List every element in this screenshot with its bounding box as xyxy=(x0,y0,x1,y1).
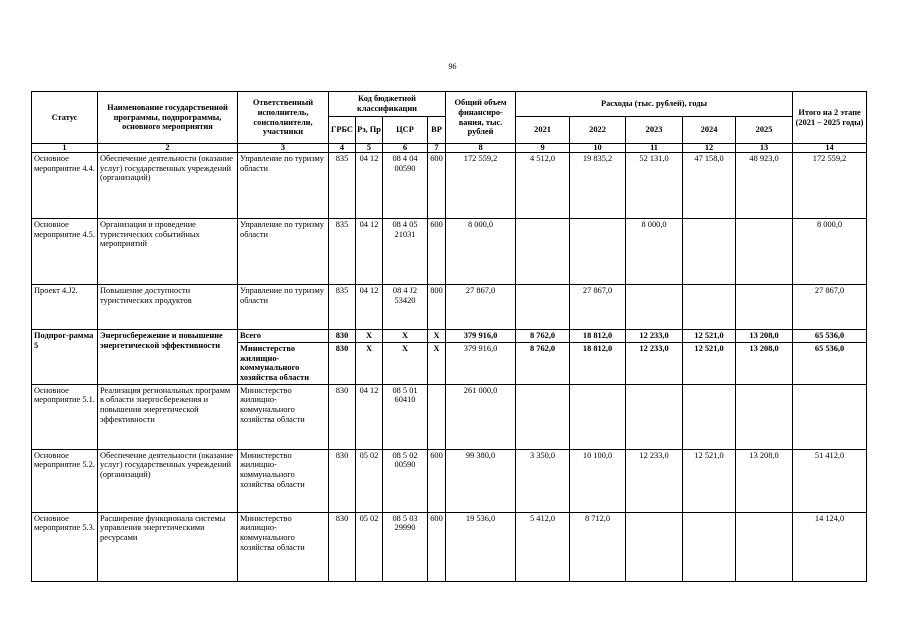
page-number: 96 xyxy=(448,62,457,71)
cell-csr: 08 5 02 00590 xyxy=(383,449,428,512)
column-number: 1 xyxy=(32,144,98,153)
header-year-2022: 2022 xyxy=(570,117,626,144)
cell-rz-pr: 05 02 xyxy=(356,512,383,581)
cell-name: Повышение доступности туристических продуктов xyxy=(98,285,238,330)
header-year-2024: 2024 xyxy=(683,117,736,144)
cell-stage-total: 51 412,0 xyxy=(793,449,867,512)
cell-2022: 18 812,0 xyxy=(570,330,626,343)
cell-vr: 600 xyxy=(428,153,446,219)
header-executor: Ответственный исполнитель, соисполнители, участники xyxy=(238,92,329,144)
cell-csr: X xyxy=(383,330,428,343)
cell-vr: 600 xyxy=(428,512,446,581)
cell-2021: 3 350,0 xyxy=(516,449,570,512)
header-year-2025: 2025 xyxy=(736,117,793,144)
cell-2023: 12 233,0 xyxy=(626,449,683,512)
cell-2025 xyxy=(736,384,793,449)
cell-executor: Управление по туризму области xyxy=(238,219,329,285)
cell-name: Организация и проведение туристических событийных мероприятий xyxy=(98,219,238,285)
table-row xyxy=(32,384,867,449)
cell-executor: Всего xyxy=(238,330,329,343)
cell-total: 99 380,0 xyxy=(446,449,516,512)
cell-2021: 4 512,0 xyxy=(516,153,570,219)
cell-2021 xyxy=(516,219,570,285)
cell-2025: 48 923,0 xyxy=(736,153,793,219)
header-stage-total: Итого на 2 этапе (2021 – 2025 годы) xyxy=(793,92,867,144)
cell-name: Обеспечение деятельности (оказание услуг) государственных учреждений (организаций) xyxy=(98,449,238,512)
cell-rz-pr: 04 12 xyxy=(356,153,383,219)
cell-2022: 8 712,0 xyxy=(570,512,626,581)
cell-2021: 5 412,0 xyxy=(516,512,570,581)
cell-2023: 12 233,0 xyxy=(626,343,683,385)
cell-2023: 52 131,0 xyxy=(626,153,683,219)
cell-grbs: 830 xyxy=(329,343,356,385)
cell-rz-pr: 04 12 xyxy=(356,384,383,449)
budget-table xyxy=(31,91,867,582)
cell-2025 xyxy=(736,285,793,330)
column-number: 10 xyxy=(570,144,626,153)
cell-executor: Министерство жилищно-коммунального хозяйства области xyxy=(238,343,329,385)
header-name: Наименование государственной программы, подпрограммы, основного мероприятия xyxy=(98,92,238,144)
cell-grbs: 830 xyxy=(329,449,356,512)
cell-executor: Министерство жилищно-коммунального хозяйства области xyxy=(238,384,329,449)
cell-vr xyxy=(428,384,446,449)
column-number: 7 xyxy=(428,144,446,153)
cell-total: 261 000,0 xyxy=(446,384,516,449)
cell-status: Основное мероприятие 5.3. xyxy=(32,512,98,581)
cell-rz-pr: 04 12 xyxy=(356,285,383,330)
table-header xyxy=(32,92,867,153)
cell-2024: 47 158,0 xyxy=(683,153,736,219)
cell-status: Основное мероприятие 5.1. xyxy=(32,384,98,449)
cell-stage-total: 8 000,0 xyxy=(793,219,867,285)
cell-name: Расширение функционала системы управления энергетическими ресурсами xyxy=(98,512,238,581)
cell-total: 8 000,0 xyxy=(446,219,516,285)
cell-2023 xyxy=(626,285,683,330)
cell-2021: 8 762,0 xyxy=(516,343,570,385)
cell-stage-total: 172 559,2 xyxy=(793,153,867,219)
table-row xyxy=(32,449,867,512)
column-number: 3 xyxy=(238,144,329,153)
cell-rz-pr: 05 02 xyxy=(356,449,383,512)
cell-2022: 27 867,0 xyxy=(570,285,626,330)
column-number: 4 xyxy=(329,144,356,153)
cell-vr: X xyxy=(428,343,446,385)
cell-vr: 600 xyxy=(428,219,446,285)
cell-2023 xyxy=(626,512,683,581)
cell-total: 379 916,0 xyxy=(446,343,516,385)
header-csr: ЦСР xyxy=(383,117,428,144)
cell-vr: 800 xyxy=(428,285,446,330)
cell-total: 19 536,0 xyxy=(446,512,516,581)
cell-name: Обеспечение деятельности (оказание услуг) государственных учреждений (организаций) xyxy=(98,153,238,219)
cell-rz-pr: X xyxy=(356,343,383,385)
cell-status: Основное мероприятие 5.2. xyxy=(32,449,98,512)
cell-executor: Министерство жилищно-коммунального хозяйства области xyxy=(238,449,329,512)
cell-total: 27 867,0 xyxy=(446,285,516,330)
header-total-funding: Общий объем финансиро-вания, тыс. рублей xyxy=(446,92,516,144)
cell-2025: 13 208,0 xyxy=(736,343,793,385)
cell-stage-total: 65 536,0 xyxy=(793,330,867,343)
cell-stage-total: 27 867,0 xyxy=(793,285,867,330)
cell-2022: 10 100,0 xyxy=(570,449,626,512)
cell-vr: X xyxy=(428,330,446,343)
cell-2023 xyxy=(626,384,683,449)
cell-executor: Управление по туризму области xyxy=(238,285,329,330)
cell-2022 xyxy=(570,384,626,449)
header-budget-code: Код бюджетной классификации xyxy=(329,92,446,117)
cell-2024: 12 521,0 xyxy=(683,330,736,343)
cell-grbs: 830 xyxy=(329,512,356,581)
cell-name: Энергосбережение и повышение энергетической эффективности xyxy=(98,330,238,385)
cell-status: Основное мероприятие 4.5. xyxy=(32,219,98,285)
cell-csr: 08 4 04 00590 xyxy=(383,153,428,219)
cell-2024 xyxy=(683,219,736,285)
cell-2021: 8 762,0 xyxy=(516,330,570,343)
table-row xyxy=(32,153,867,219)
cell-csr: 08 5 03 29990 xyxy=(383,512,428,581)
cell-2023: 12 233,0 xyxy=(626,330,683,343)
cell-csr: 08 5 01 60410 xyxy=(383,384,428,449)
cell-total: 379 916,0 xyxy=(446,330,516,343)
column-number-row xyxy=(32,144,867,153)
column-number: 13 xyxy=(736,144,793,153)
cell-2023: 8 000,0 xyxy=(626,219,683,285)
cell-name: Реализация региональных программ в области энергосбережения и повышения энергетической эффективности xyxy=(98,384,238,449)
cell-2021 xyxy=(516,285,570,330)
cell-2022: 19 835,2 xyxy=(570,153,626,219)
column-number: 6 xyxy=(383,144,428,153)
cell-stage-total: 14 124,0 xyxy=(793,512,867,581)
cell-2024: 12 521,0 xyxy=(683,343,736,385)
cell-stage-total xyxy=(793,384,867,449)
column-number: 11 xyxy=(626,144,683,153)
column-number: 14 xyxy=(793,144,867,153)
cell-2024 xyxy=(683,285,736,330)
header-status: Статус xyxy=(32,92,98,144)
cell-status: Проект 4.J2. xyxy=(32,285,98,330)
header-year-2021: 2021 xyxy=(516,117,570,144)
header-vr: ВР xyxy=(428,117,446,144)
column-number: 5 xyxy=(356,144,383,153)
cell-total: 172 559,2 xyxy=(446,153,516,219)
cell-grbs: 835 xyxy=(329,153,356,219)
cell-executor: Министерство жилищно-коммунального хозяйства области xyxy=(238,512,329,581)
column-number: 2 xyxy=(98,144,238,153)
cell-grbs: 830 xyxy=(329,330,356,343)
cell-2024 xyxy=(683,384,736,449)
cell-2025 xyxy=(736,219,793,285)
cell-csr: X xyxy=(383,343,428,385)
cell-stage-total: 65 536,0 xyxy=(793,343,867,385)
column-number: 12 xyxy=(683,144,736,153)
subprogram-total-row xyxy=(32,330,867,343)
cell-2021 xyxy=(516,384,570,449)
cell-2024: 12 521,0 xyxy=(683,449,736,512)
cell-2022: 18 812,0 xyxy=(570,343,626,385)
cell-2024 xyxy=(683,512,736,581)
cell-status: Подпрог-рамма 5 xyxy=(32,330,98,385)
cell-rz-pr: 04 12 xyxy=(356,219,383,285)
column-number: 8 xyxy=(446,144,516,153)
cell-grbs: 835 xyxy=(329,219,356,285)
header-expenses: Расходы (тыс. рублей), годы xyxy=(516,92,793,117)
cell-csr: 08 4 05 21031 xyxy=(383,219,428,285)
cell-vr: 600 xyxy=(428,449,446,512)
header-rz-pr: Рз, Пр xyxy=(356,117,383,144)
cell-executor: Управление по туризму области xyxy=(238,153,329,219)
cell-grbs: 830 xyxy=(329,384,356,449)
header-grbs: ГРБС xyxy=(329,117,356,144)
cell-2022 xyxy=(570,219,626,285)
cell-2025: 13 208,0 xyxy=(736,449,793,512)
table-row xyxy=(32,285,867,330)
cell-2025 xyxy=(736,512,793,581)
table-row xyxy=(32,219,867,285)
column-number: 9 xyxy=(516,144,570,153)
cell-grbs: 835 xyxy=(329,285,356,330)
header-year-2023: 2023 xyxy=(626,117,683,144)
cell-csr: 08 4 J2 53420 xyxy=(383,285,428,330)
cell-rz-pr: X xyxy=(356,330,383,343)
cell-status: Основное мероприятие 4.4. xyxy=(32,153,98,219)
table-row xyxy=(32,512,867,581)
cell-2025: 13 208,0 xyxy=(736,330,793,343)
